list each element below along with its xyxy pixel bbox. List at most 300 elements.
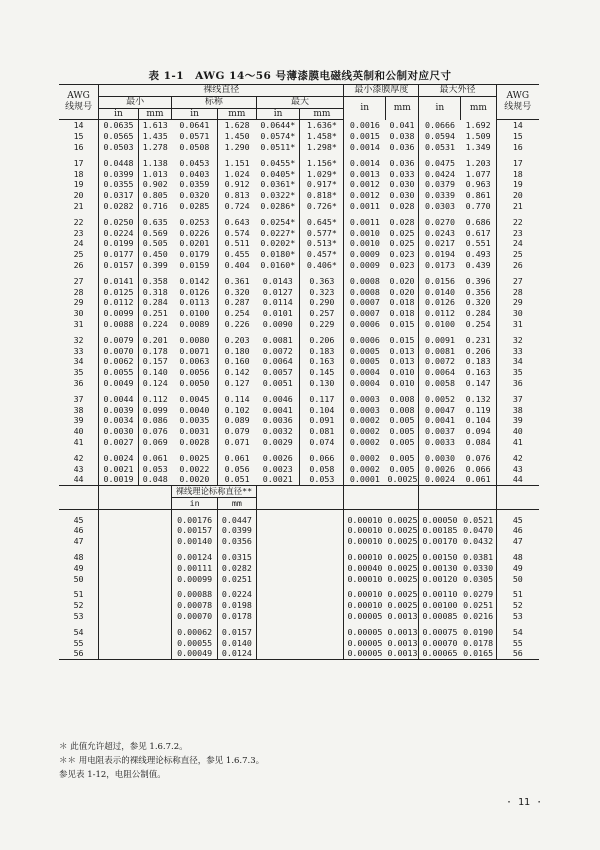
table-cell: 0.0023 (262, 463, 293, 474)
table-cell: 0.0014 (344, 142, 386, 153)
table-cell: 0.0079 (103, 334, 134, 345)
table-cell: 54 (496, 622, 539, 638)
table-row (59, 356, 539, 367)
table-cell: 0.0112 (419, 308, 461, 319)
table-cell: 0.0025 (387, 562, 418, 573)
table-cell: 0.0159 (179, 259, 210, 270)
table-cell (99, 638, 139, 649)
table-cell: 0.0014 (344, 153, 386, 169)
table-cell: 0.145 (300, 367, 344, 378)
table-cell (300, 648, 344, 659)
table-cell: 53 (496, 611, 539, 622)
table-cell: 0.0029 (262, 436, 293, 447)
table-cell: 0.0565 (103, 131, 134, 142)
table-cell: 0.0355 (103, 179, 134, 190)
table-cell: 0.963 (465, 179, 491, 190)
table-cell: 0.0644* (260, 120, 296, 131)
table-cell: 0.0072 (419, 356, 461, 367)
table-cell: 0.0041 (419, 415, 461, 426)
table-cell: 0.00124 (172, 547, 218, 563)
table-cell: 0.0021 (256, 474, 300, 485)
table-cell (256, 574, 300, 585)
table-cell: 14 (496, 120, 539, 131)
table-cell: 0.00078 (172, 600, 218, 611)
table-cell (138, 638, 171, 649)
table-cell: 0.010 (389, 367, 415, 378)
table-cell (138, 622, 171, 638)
table-cell: 0.0140 (218, 638, 257, 649)
table-cell: 0.813 (218, 190, 257, 201)
table-cell: 0.0127 (262, 286, 293, 297)
table-cell: 0.320 (465, 297, 491, 308)
max-header: 最大 (256, 96, 344, 108)
table-cell: 1.349 (465, 141, 491, 152)
table-cell: 0.0039 (103, 404, 134, 415)
table-cell: 0.0447 (218, 509, 257, 525)
table-cell: 0.00176 (172, 509, 218, 525)
table-cell: 25 (59, 249, 99, 260)
table-cell: 21 (59, 201, 99, 212)
table-cell: 0.726* (300, 201, 344, 212)
table-cell: 0.0157 (103, 259, 134, 270)
table-cell: 0.0315 (218, 547, 257, 563)
table-cell: 54 (59, 622, 99, 638)
table-cell: 29 (59, 297, 99, 308)
table-cell: 0.0013 (387, 648, 418, 659)
table-cell: 0.036 (389, 141, 415, 152)
table-cell: 33 (59, 346, 99, 357)
table-cell: 31 (496, 319, 539, 330)
table-cell: 0.406* (300, 260, 344, 271)
table-cell: 0.0503 (103, 141, 134, 152)
table-cell: 0.0010 (344, 238, 386, 249)
table-cell: 0.119 (465, 404, 491, 415)
table-cell: 0.00010 (344, 536, 386, 547)
table-cell: 0.0035 (179, 415, 210, 426)
table-cell: 1.151 (218, 153, 257, 169)
table-cell (256, 509, 300, 525)
table-cell: 0.0666 (419, 120, 461, 131)
table-row (59, 574, 539, 585)
table-cell: 0.0322* (260, 190, 296, 201)
table-row (59, 153, 539, 169)
table-cell: 0.356 (465, 286, 491, 297)
table-cell: 0.00130 (419, 563, 461, 574)
table-cell: 0.226 (218, 319, 257, 330)
table-cell: 0.163 (300, 356, 344, 367)
table-cell: 0.0040 (179, 404, 210, 415)
table-cell: 0.00010 (344, 509, 386, 525)
table-row (59, 319, 539, 330)
table-cell: 0.030 (389, 179, 415, 190)
table-cell: 0.147 (465, 377, 491, 388)
table-cell: 52 (496, 600, 539, 611)
table-cell: 0.0045 (179, 393, 210, 404)
table-cell: 0.0019 (99, 474, 139, 485)
table-cell: 0.015 (389, 334, 415, 345)
table-cell: 0.455 (218, 249, 257, 260)
table-cell: 0.0177 (103, 249, 134, 260)
table-cell: 0.0508 (179, 141, 210, 152)
table-cell: 0.018 (389, 297, 415, 308)
table-cell: 0.716 (138, 201, 171, 212)
table-cell: 0.0254* (260, 216, 296, 227)
table-row (59, 648, 539, 659)
table-cell: 0.0112 (103, 297, 134, 308)
table-cell: 0.0243 (419, 228, 461, 239)
table-cell: 0.00111 (172, 563, 218, 574)
table-row (59, 297, 539, 308)
table-cell: 0.0330 (463, 562, 494, 573)
table-cell: 0.0024 (419, 474, 461, 485)
table-row (59, 600, 539, 611)
table-cell: 0.00005 (344, 638, 386, 649)
table-cell: 0.0009 (344, 249, 386, 260)
table-cell: 0.112 (138, 389, 171, 405)
table-cell: 0.0055 (103, 367, 134, 378)
table-row (59, 287, 539, 298)
table-cell (99, 536, 139, 547)
table-cell: 0.089 (218, 415, 257, 426)
table-cell: 0.00185 (419, 525, 461, 536)
table-cell: 0.00070 (419, 638, 461, 649)
table-cell: 27 (59, 271, 99, 287)
table-cell: 0.0013 (387, 626, 418, 637)
page-number: · 11 · (506, 797, 543, 808)
table-cell: 0.284 (138, 297, 171, 308)
table-row (59, 426, 539, 437)
table-cell: 32 (496, 330, 539, 346)
table-cell: 0.053 (300, 474, 344, 485)
table-cell: 29 (496, 297, 539, 308)
table-cell: 0.0114 (262, 297, 293, 308)
table-cell: 0.645* (300, 212, 344, 228)
table-cell: 0.0002 (344, 426, 386, 437)
table-cell: 0.076 (138, 426, 171, 437)
table-cell (256, 622, 300, 638)
table-cell: 24 (59, 238, 99, 249)
table-cell: 0.127 (218, 378, 257, 389)
table-cell: 0.036 (389, 157, 415, 168)
table-row (59, 437, 539, 448)
table-cell: 0.0009 (344, 260, 386, 271)
table-cell: 0.0179 (179, 249, 210, 260)
table-cell: 0.318 (138, 287, 171, 298)
table-cell: 0.0224 (218, 584, 257, 600)
table-cell: 0.005 (389, 463, 415, 474)
table-cell: 0.635 (138, 212, 171, 228)
table-cell: 0.102 (218, 405, 257, 416)
table-cell: 56 (59, 648, 99, 659)
table-cell: 0.617 (465, 227, 491, 238)
table-cell: 0.0005 (344, 346, 386, 357)
table-cell (300, 574, 344, 585)
table-cell: 0.0041 (262, 404, 293, 415)
table-cell: 0.0156 (419, 271, 461, 287)
theory-rows (59, 509, 539, 660)
table-cell: 0.0125 (103, 286, 134, 297)
table-cell: 1.013 (138, 169, 171, 180)
table-cell: 0.00110 (419, 584, 461, 600)
table-cell: 0.206 (300, 330, 344, 346)
table-cell: 0.00010 (344, 525, 386, 536)
table-cell: 0.061 (138, 448, 171, 464)
table-cell: 0.0022 (179, 463, 210, 474)
table-cell (256, 563, 300, 574)
table-cell (99, 622, 139, 638)
table-cell: 0.0028 (179, 436, 210, 447)
table-cell: 0.030 (389, 190, 415, 201)
table-cell: 0.023 (389, 249, 415, 260)
table-cell: 0.0013 (387, 611, 418, 622)
table-cell: 0.206 (465, 345, 491, 356)
table-cell: 0.0217 (419, 238, 461, 249)
table-cell: 0.0025 (387, 536, 418, 547)
table-cell: 0.008 (389, 404, 415, 415)
unit-header: in (256, 108, 300, 120)
table-cell (99, 600, 139, 611)
table-cell: 0.0021 (103, 463, 134, 474)
table-cell: 44 (59, 474, 99, 485)
table-cell: 0.254 (218, 308, 257, 319)
table-row (59, 260, 539, 271)
table-cell: 0.320 (218, 287, 257, 298)
table-cell: 0.00157 (172, 525, 218, 536)
table-cell: 0.0008 (344, 271, 386, 287)
table-cell: 0.0399 (218, 525, 257, 536)
table-cell (300, 509, 344, 525)
table-cell: 0.493 (465, 249, 491, 260)
awg-header-left: AWG 线规号 (59, 85, 99, 120)
table-row (59, 378, 539, 389)
table-cell (138, 584, 171, 600)
table-cell: 0.0007 (344, 297, 386, 308)
table-cell: 0.005 (389, 426, 415, 437)
table-cell: 55 (496, 638, 539, 649)
table-cell: 0.033 (389, 168, 415, 179)
table-cell: 0.0531 (419, 142, 461, 153)
table-cell: 0.0470 (463, 525, 494, 536)
table-cell (300, 525, 344, 536)
table-row (59, 212, 539, 228)
table-row (59, 509, 539, 525)
table-cell: 0.0051 (262, 377, 293, 388)
table-cell: 1.298* (300, 142, 344, 153)
table-cell: 0.00005 (344, 611, 386, 622)
table-cell: 0.00100 (419, 600, 461, 611)
table-row (59, 525, 539, 536)
table-cell: 0.0052 (419, 389, 461, 405)
table-cell: 0.00075 (419, 622, 461, 638)
table-cell (99, 509, 139, 525)
table-cell: 1.628 (218, 120, 257, 131)
table-cell: 0.818* (300, 190, 344, 201)
table-cell: 0.0089 (179, 318, 210, 329)
table-cell: 0.770 (465, 200, 491, 211)
table-cell: 0.511 (218, 238, 257, 249)
table-cell: 41 (59, 437, 99, 448)
table-cell: 46 (59, 525, 99, 536)
table-cell: 0.201 (138, 330, 171, 346)
table-cell: 0.0008 (344, 287, 386, 298)
table-cell: 0.0088 (103, 318, 134, 329)
table-cell: 32 (59, 330, 99, 346)
table-cell: 0.0141 (103, 275, 134, 286)
main-rows (59, 120, 539, 486)
table-cell: 1.509 (465, 131, 491, 142)
unit-header: mm (218, 497, 257, 509)
table-cell (99, 547, 139, 563)
table-cell: 44 (496, 474, 539, 485)
table-row (59, 415, 539, 426)
table-cell: 1.024 (218, 169, 257, 180)
table-cell: 51 (496, 584, 539, 600)
table-cell: 0.361 (218, 271, 257, 287)
table-cell: 0.0030 (103, 426, 134, 437)
table-cell: 0.013 (389, 345, 415, 356)
table-cell: 16 (496, 142, 539, 153)
table-cell: 0.056 (218, 464, 257, 475)
table-cell: 1.029* (300, 169, 344, 180)
table-cell: 0.061 (461, 474, 496, 485)
table-cell: 0.066 (465, 463, 491, 474)
table-cell: 0.0641 (179, 120, 210, 131)
table-cell: 0.163 (465, 367, 491, 378)
table-cell: 0.00062 (172, 622, 218, 638)
table-cell: 0.0142 (179, 275, 210, 286)
table-cell (138, 600, 171, 611)
table-cell: 0.287 (218, 297, 257, 308)
table-cell: 33 (496, 346, 539, 357)
table-cell: 0.0178 (218, 611, 257, 622)
table-cell: 0.0026 (419, 464, 461, 475)
table-cell: 0.0432 (463, 536, 494, 547)
table-cell: 0.041 (389, 120, 415, 131)
table-cell: 0.124 (138, 378, 171, 389)
table-cell: 0.643 (218, 212, 257, 228)
table-cell: 0.0126 (179, 286, 210, 297)
table-cell: 0.0020 (172, 474, 218, 485)
table-cell: 26 (59, 260, 99, 271)
table-cell: 1.290 (218, 142, 257, 153)
table-cell: 0.114 (218, 389, 257, 405)
table-cell (99, 525, 139, 536)
table-cell: 0.513* (300, 238, 344, 249)
table-cell: 1.636* (300, 120, 344, 131)
table-cell: 0.0011 (344, 212, 386, 228)
table-cell: 0.231 (465, 334, 491, 345)
table-cell: 31 (59, 319, 99, 330)
table-cell: 15 (496, 131, 539, 142)
table-cell: 0.180 (218, 346, 257, 357)
table-cell: 0.0317 (103, 190, 134, 201)
table-cell: 0.0004 (344, 367, 386, 378)
table-cell: 52 (59, 600, 99, 611)
table-cell: 0.0025 (387, 525, 418, 536)
table-cell: 0.0046 (262, 393, 293, 404)
table-cell: 0.0635 (103, 120, 134, 131)
table-cell: 0.439 (465, 259, 491, 270)
unit-header: in (419, 96, 461, 120)
table-cell: 0.0126 (419, 297, 461, 308)
table-row (59, 142, 539, 153)
table-cell: 38 (59, 405, 99, 416)
table-cell: 0.005 (389, 436, 415, 447)
table-cell: 0.0140 (419, 287, 461, 298)
table-row (59, 169, 539, 180)
table-cell (138, 536, 171, 547)
table-row (59, 228, 539, 239)
table-cell: 0.0424 (419, 169, 461, 180)
table-cell: 0.0072 (262, 345, 293, 356)
table-row (59, 249, 539, 260)
table-cell: 0.254 (465, 318, 491, 329)
table-cell: 0.0025 (387, 552, 418, 563)
table-cell: 0.229 (300, 319, 344, 330)
table-cell: 0.0003 (344, 405, 386, 416)
table-cell: 0.0157 (218, 622, 257, 638)
table-cell (256, 648, 300, 659)
table-cell: 0.0379 (419, 179, 461, 190)
table-cell: 0.917* (300, 179, 344, 190)
table-cell: 16 (59, 142, 99, 153)
table-cell: 1.077 (465, 168, 491, 179)
awg-dimension-table (59, 84, 539, 660)
table-cell (99, 648, 139, 659)
table-cell: 0.104 (300, 405, 344, 416)
table-cell: 0.025 (389, 227, 415, 238)
table-row (59, 536, 539, 547)
table-cell (300, 563, 344, 574)
table-cell: 0.132 (465, 393, 491, 404)
table-row (59, 367, 539, 378)
table-cell: 0.450 (138, 249, 171, 260)
table-cell: 0.025 (389, 238, 415, 249)
table-cell: 48 (496, 547, 539, 563)
table-cell: 0.0007 (344, 308, 386, 319)
unit-header: mm (386, 96, 419, 120)
table-cell: 0.861 (465, 190, 491, 201)
table-cell: 15 (59, 131, 99, 142)
table-cell: 0.084 (465, 436, 491, 447)
table-cell: 17 (59, 153, 99, 169)
unit-header: in (172, 108, 218, 120)
table-cell: 0.0025 (387, 600, 418, 611)
table-cell: 0.0002 (344, 448, 386, 464)
table-cell: 0.0081 (262, 334, 293, 345)
table-cell: 0.0047 (419, 405, 461, 416)
table-cell: 18 (59, 169, 99, 180)
table-cell (138, 574, 171, 585)
table-cell (256, 638, 300, 649)
table-cell: 45 (496, 509, 539, 525)
table-cell: 0.724 (218, 201, 257, 212)
table-cell: 0.0002 (344, 415, 386, 426)
unit-header: mm (218, 108, 257, 120)
table-row (59, 346, 539, 357)
table-row (59, 584, 539, 600)
bare-diameter-header: 裸线直径 (99, 85, 344, 97)
table-cell: 36 (496, 378, 539, 389)
table-cell: 0.0180* (260, 249, 296, 260)
table-row (59, 201, 539, 212)
table-cell: 0.0194 (419, 249, 461, 260)
table-cell: 0.0002 (344, 437, 386, 448)
table-cell: 37 (496, 389, 539, 405)
table-cell: 0.0594 (419, 131, 461, 142)
table-cell: 18 (496, 169, 539, 180)
table-cell: 0.038 (389, 131, 415, 142)
